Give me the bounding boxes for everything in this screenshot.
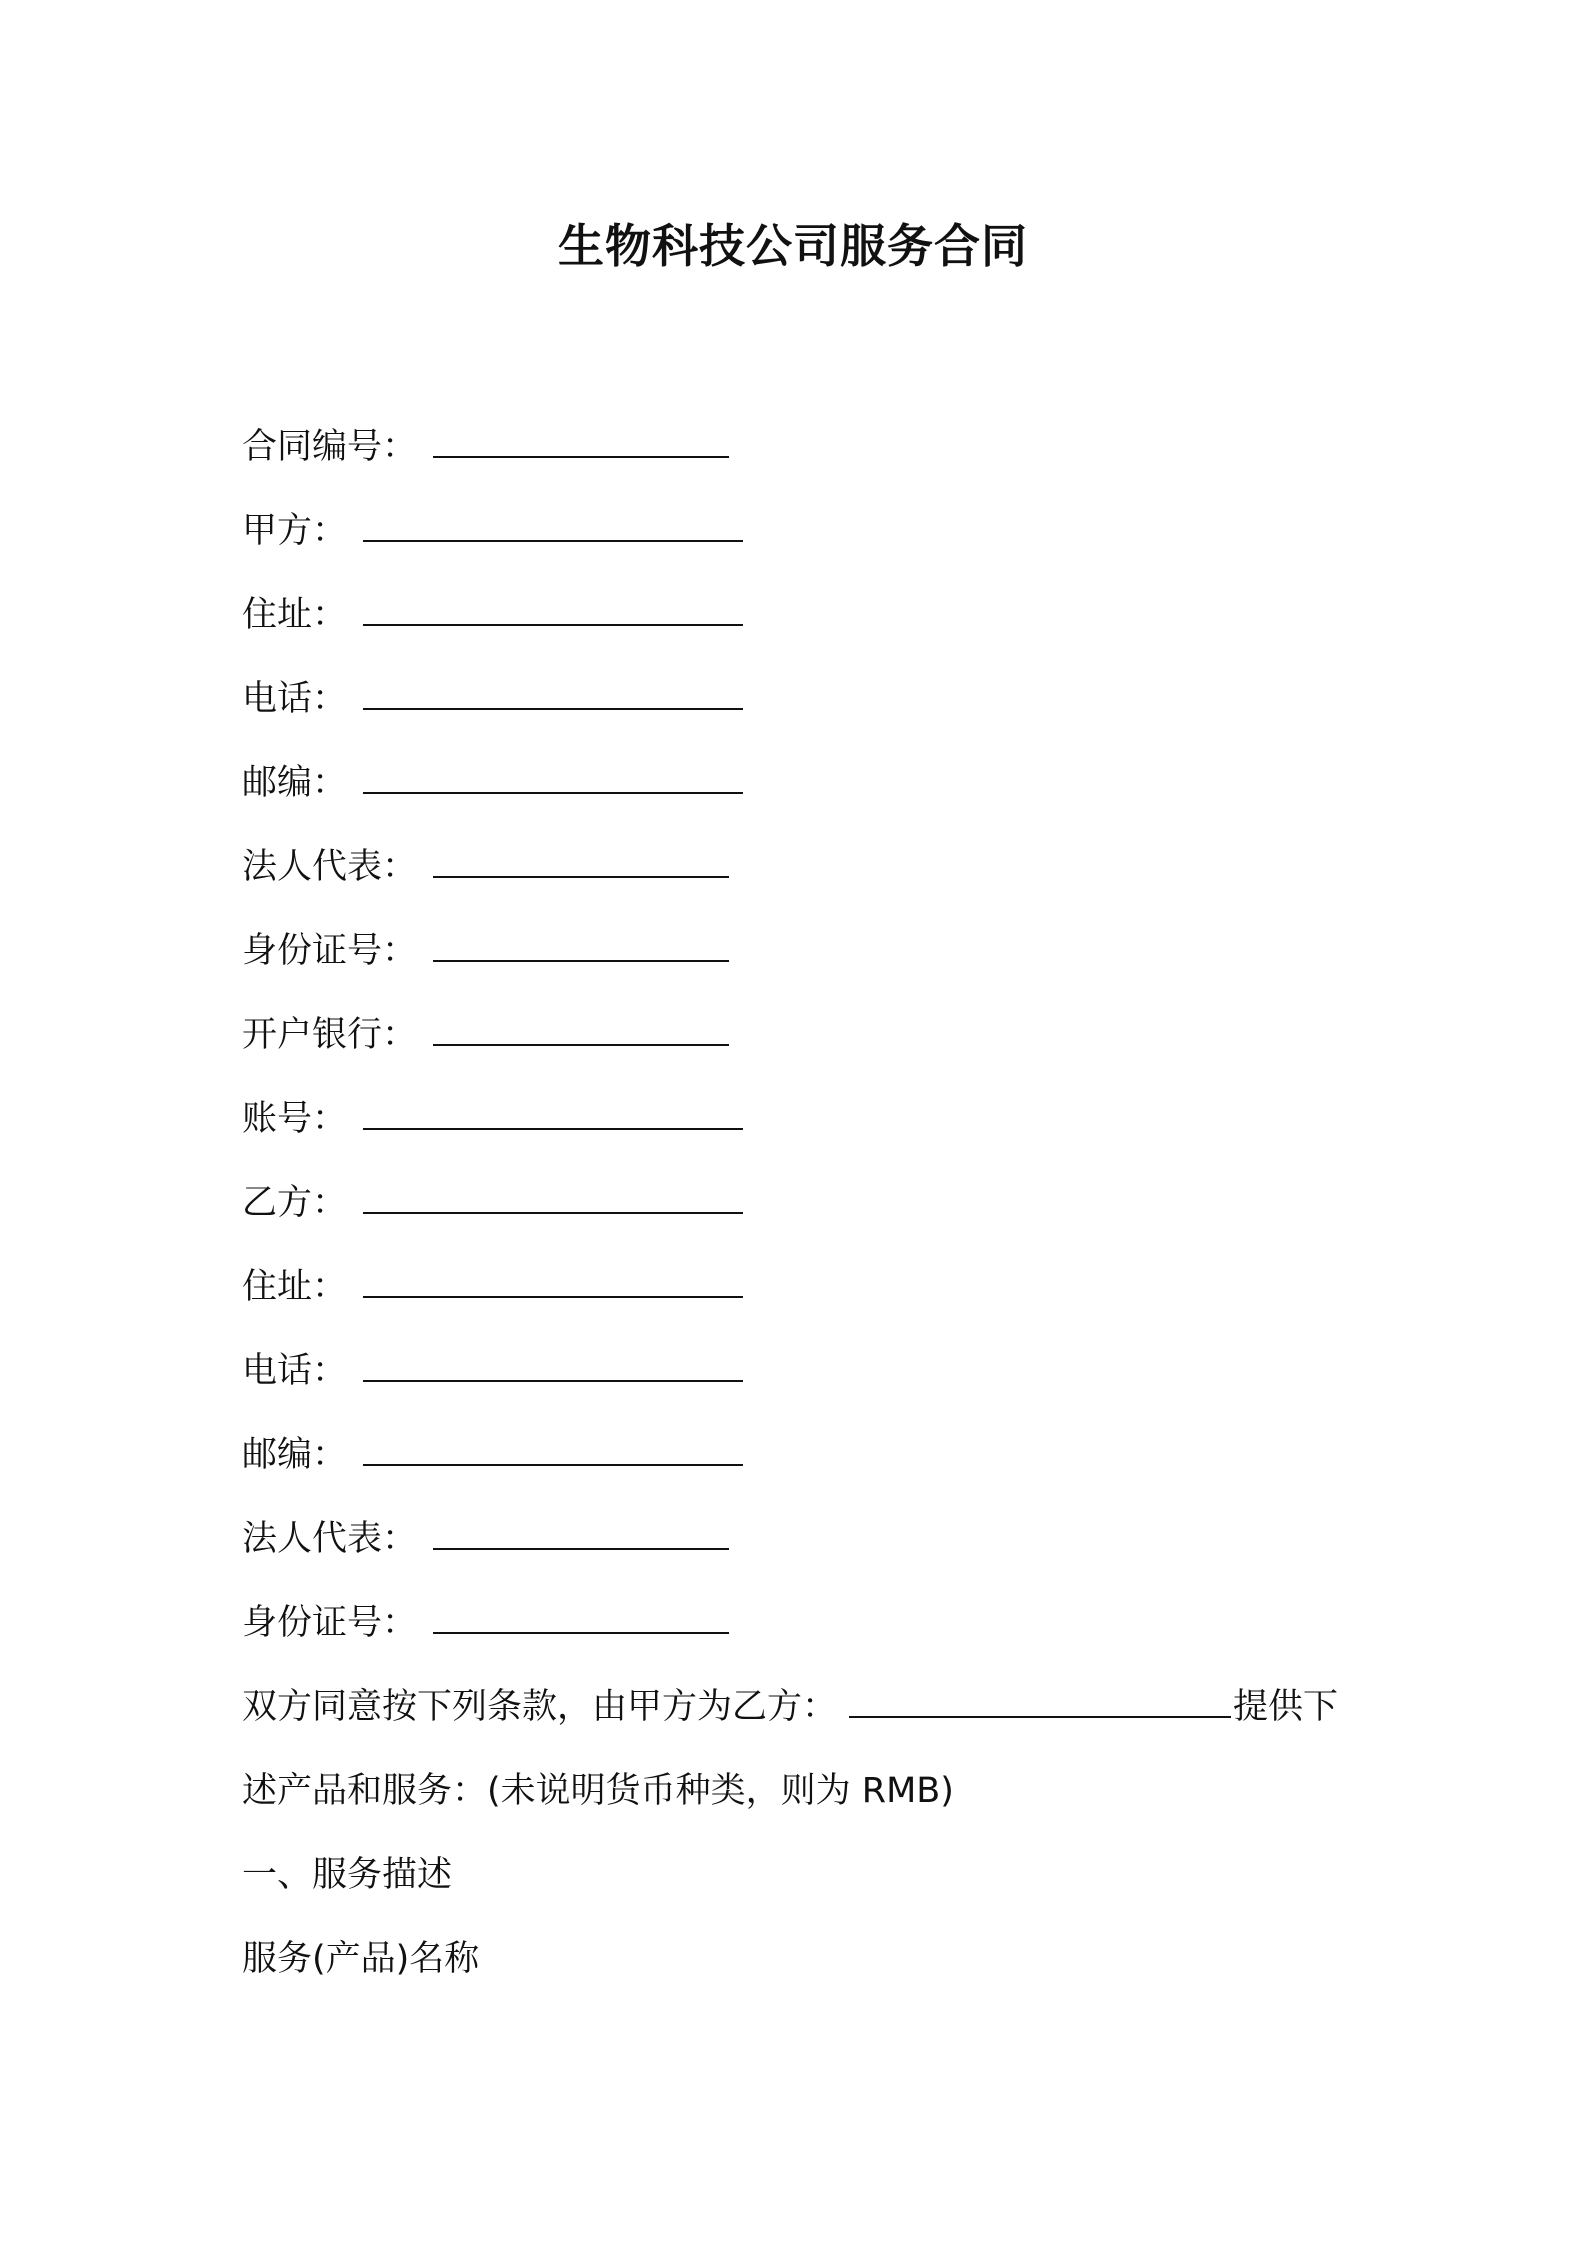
field-label: 开户银行： (242, 1015, 418, 1055)
field-blank-line (363, 1438, 743, 1466)
field-label: 电话： (242, 679, 348, 719)
field-label: 账号： (242, 1099, 348, 1139)
field-blank-line (363, 1186, 743, 1214)
field-row (242, 1245, 1362, 1329)
field-label: 住址： (242, 1267, 348, 1307)
agreement-text-after: 提供下 (1233, 1687, 1339, 1727)
field-blank-line (433, 1018, 729, 1046)
field-row (242, 657, 1362, 741)
field-row (242, 489, 1362, 573)
field-blank-line (433, 1606, 729, 1634)
field-row (242, 573, 1362, 657)
field-blank-line (433, 1522, 729, 1550)
field-blank-line (363, 682, 743, 710)
field-row (242, 741, 1362, 825)
field-label: 电话： (242, 1351, 348, 1391)
field-label: 身份证号： (242, 1603, 418, 1643)
agreement-text-before: 双方同意按下列条款，由甲方为乙方： (242, 1687, 838, 1727)
field-label: 法人代表： (242, 847, 418, 887)
field-row (242, 909, 1362, 993)
field-blank-line (363, 598, 743, 626)
field-label: 邮编： (242, 763, 348, 803)
field-blank-line (363, 514, 743, 542)
field-blank-line (433, 934, 729, 962)
field-blank-line (363, 766, 743, 794)
field-blank-line (363, 1270, 743, 1298)
field-row (242, 993, 1362, 1077)
field-row (242, 1413, 1362, 1497)
field-row (242, 1581, 1362, 1665)
field-label: 合同编号： (242, 427, 418, 467)
field-label: 法人代表： (242, 1519, 418, 1559)
field-blank-line (433, 430, 729, 458)
field-blank-line (363, 1354, 743, 1382)
field-row (242, 1161, 1362, 1245)
field-label: 邮编： (242, 1435, 348, 1475)
field-label: 身份证号： (242, 931, 418, 971)
field-label: 甲方： (242, 511, 348, 551)
contract-body (242, 405, 1362, 2001)
field-row (242, 1077, 1362, 1161)
field-blank-line (433, 850, 729, 878)
party-info-fields (242, 405, 1362, 1665)
field-label: 住址： (242, 595, 348, 635)
field-row (242, 1329, 1362, 1413)
field-row (242, 405, 1362, 489)
service-name-label: 服务(产品)名称 (242, 1939, 480, 1979)
document-title: 生物科技公司服务合同 (558, 219, 1028, 273)
field-row (242, 1497, 1362, 1581)
section-heading-service-description: 一、服务描述 (242, 1855, 453, 1895)
field-blank-line (363, 1102, 743, 1130)
field-label: 乙方： (242, 1183, 348, 1223)
provider-blank (849, 1690, 1231, 1718)
agreement-line-2: 述产品和服务：(未说明货币种类，则为 RMB) (242, 1771, 954, 1811)
agreement-line-1 (242, 1665, 1362, 1749)
field-row (242, 825, 1362, 909)
